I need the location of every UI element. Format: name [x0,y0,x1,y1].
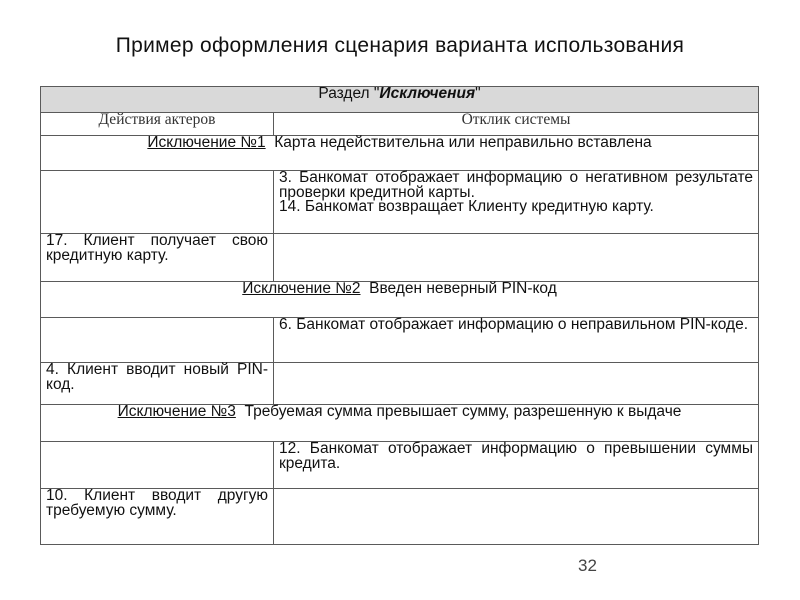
use-case-table [40,86,759,545]
exception-1-system-empty [274,234,759,282]
section-suffix: " [475,85,481,102]
exception-3-actor-step-10: 10. Клиент вводит другую требуемую сумму. [46,487,268,519]
exception-3-text: Требуемая сумма превышает сумму, разрешенную к выдаче [244,403,682,420]
exception-2-text: Введен неверный PIN-код [369,280,557,297]
exception-1-row [41,136,759,171]
exception-2-system-step-6: 6. Банкомат отображает информацию о неправильном PIN-коде. [279,316,749,333]
page-number: 32 [578,556,597,575]
exception-3-system-empty [274,489,759,545]
section-prefix: Раздел " [318,85,380,102]
exception-1-id: Исключение №1 [147,134,266,151]
section-name: Исключения [379,85,476,102]
exception-2-actor-cell [41,363,274,405]
exception-3-actor-row [41,489,759,545]
exception-2-actor-row [41,363,759,405]
exception-1-system-row [41,171,759,234]
section-header-row [41,87,759,113]
exception-1-actor-row [41,234,759,282]
exception-2-system-cell [274,318,759,363]
exception-1-system-step-14: 14. Банкомат возвращает Клиенту кредитную карту. [279,198,654,215]
exception-1-system-cell [274,171,759,234]
exception-2-header [41,282,759,318]
exception-1-header [41,136,759,171]
exception-2-system-empty [274,363,759,405]
exception-3-row [41,405,759,442]
exception-3-system-row [41,442,759,489]
exception-2-id: Исключение №2 [242,280,361,297]
exception-3-system-cell [274,442,759,489]
exception-3-header [41,405,759,442]
exception-1-text: Карта недействительна или неправильно вставлена [274,134,652,151]
exception-3-system-step-12: 12. Банкомат отображает информацию о превышении суммы кредита. [279,440,754,472]
exception-1-system-step-3: 3. Банкомат отображает информацию о негативном результате проверки кредитной карты. [279,169,754,201]
exception-3-id: Исключение №3 [117,403,236,420]
exception-1-actor-step-17: 17. Клиент получает свою кредитную карту. [46,232,268,264]
exception-2-row [41,282,759,318]
column-header-row [41,113,759,136]
exception-2-system-row [41,318,759,363]
exception-2-actor-empty [41,318,274,363]
column-header-system: Отклик системы [274,113,759,136]
exception-3-actor-cell [41,489,274,545]
column-header-actors: Действия актеров [41,113,274,136]
exception-2-actor-step-4: 4. Клиент вводит новый PIN-код. [46,361,268,393]
exception-3-actor-empty [41,442,274,489]
exception-1-actor-empty [41,171,274,234]
exception-1-actor-cell [41,234,274,282]
section-header [41,87,759,113]
slide-title: Пример оформления сценария варианта использования [115,34,685,57]
